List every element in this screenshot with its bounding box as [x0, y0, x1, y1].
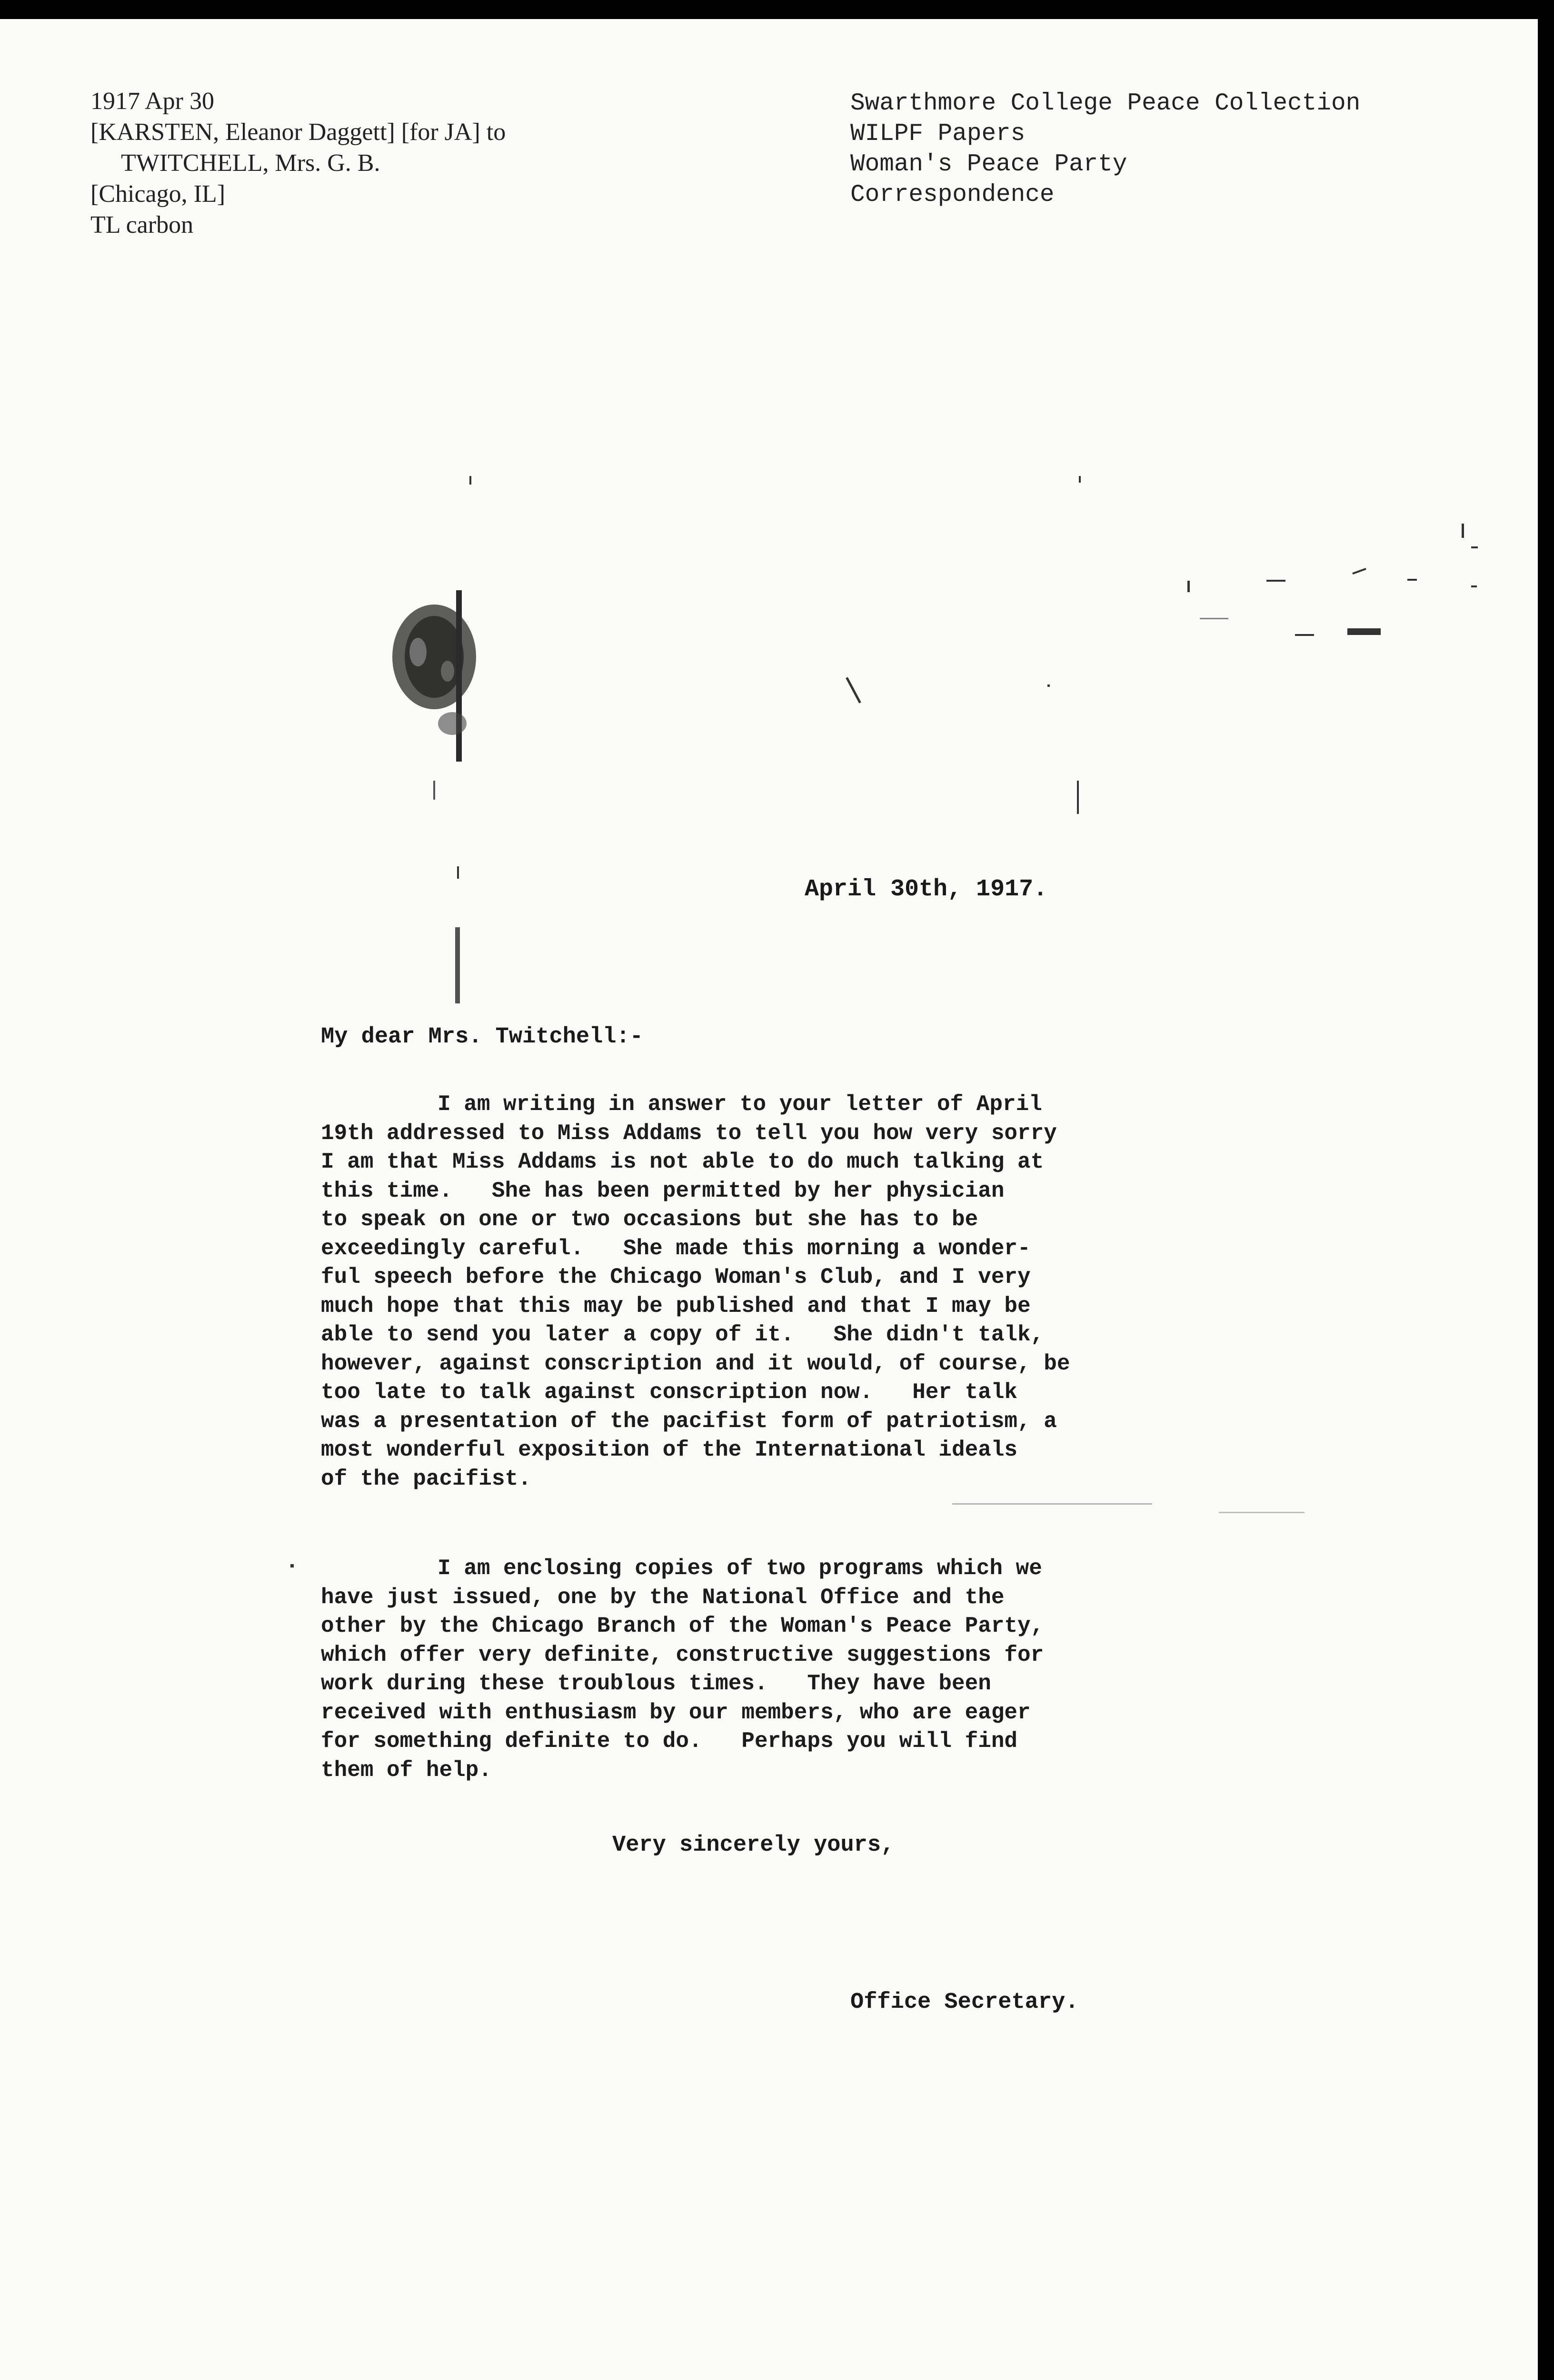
scan-mark	[1471, 585, 1477, 587]
signature-line: Office Secretary.	[850, 1990, 1079, 2015]
paragraph-line: for something definite to do. Perhaps you will find	[321, 1729, 1018, 1754]
paragraph-line: to speak on one or two occasions but she has to be	[321, 1207, 978, 1232]
scan-mark	[1077, 781, 1079, 814]
letter-paragraph-1	[321, 1090, 1070, 1493]
paragraph-line: 19th addressed to Miss Addams to tell you how very sorry	[321, 1121, 1057, 1146]
letterhead-smudge	[381, 581, 490, 819]
paragraph-line: however, against conscription and it would, of course, be	[321, 1351, 1070, 1376]
scan-mark	[457, 866, 459, 879]
paragraph-line: which offer very definite, constructive suggestions for	[321, 1642, 1044, 1667]
catalog-author: [KARSTEN, Eleanor Daggett] [for JA] to	[90, 119, 506, 146]
collection-series: WILPF Papers	[850, 120, 1026, 148]
catalog-format: TL carbon	[90, 211, 194, 238]
paragraph-line: ful speech before the Chicago Woman's Club, and I very	[321, 1265, 1031, 1289]
catalog-place: [Chicago, IL]	[90, 180, 226, 208]
collection-name: Swarthmore College Peace Collection	[850, 90, 1361, 117]
paragraph-line: them of help.	[321, 1757, 492, 1783]
paragraph-line: too late to talk against conscription now. Her talk	[321, 1380, 1018, 1405]
scan-border-right	[1538, 0, 1554, 2380]
scan-mark	[1352, 568, 1366, 575]
catalog-recipient: TWITCHELL, Mrs. G. B.	[121, 149, 380, 177]
paragraph-line: I am that Miss Addams is not able to do much talking at	[321, 1150, 1044, 1174]
scan-mark	[1079, 476, 1081, 483]
scan-mark	[1200, 618, 1228, 619]
paragraph-line: have just issued, one by the National Office and the	[321, 1585, 1005, 1610]
paragraph-line: much hope that this may be published and that I may be	[321, 1293, 1031, 1319]
closing: Very sincerely yours,	[612, 1833, 895, 1858]
paragraph-line: I am enclosing copies of two programs which we	[438, 1556, 1042, 1581]
scan-mark	[1407, 579, 1417, 581]
scan-mark	[1295, 634, 1314, 636]
paragraph-line: was a presentation of the pacifist form of patriotism, a	[321, 1408, 1057, 1434]
scan-mark	[290, 1564, 294, 1567]
scan-mark	[1471, 546, 1478, 548]
scan-mark	[1219, 1512, 1305, 1513]
paragraph-line: work during these troublous times. They have been	[321, 1671, 991, 1696]
scan-mark	[1462, 524, 1464, 538]
document-page	[0, 19, 1538, 2380]
paragraph-line: I am writing in answer to your letter of April	[438, 1092, 1042, 1117]
collection-folder: Correspondence	[850, 181, 1055, 208]
scan-mark	[1347, 628, 1381, 635]
paragraph-line: this time. She has been permitted by her physician	[321, 1178, 1005, 1203]
paragraph-line: other by the Chicago Branch of the Woman's Peace Party,	[321, 1614, 1044, 1638]
salutation: My dear Mrs. Twitchell:-	[321, 1024, 643, 1050]
paragraph-line: most wonderful exposition of the International ideals	[321, 1438, 1018, 1462]
catalog-date: 1917 Apr 30	[90, 88, 214, 115]
paragraph-line: able to send you later a copy of it. She didn't talk,	[321, 1322, 1044, 1347]
catalog-citation	[90, 86, 506, 240]
scan-mark	[952, 1503, 1152, 1505]
scan-mark	[1187, 581, 1190, 592]
letter-date: April 30th, 1917.	[805, 876, 1048, 903]
scan-mark	[1047, 684, 1050, 687]
scan-mark	[846, 677, 861, 703]
scan-mark	[1266, 580, 1285, 582]
paragraph-line: exceedingly careful. She made this morning a wonder-	[321, 1236, 1031, 1261]
collection-subseries: Woman's Peace Party	[850, 151, 1127, 178]
scan-mark	[469, 476, 471, 485]
paragraph-line: of the pacifist.	[321, 1466, 531, 1491]
collection-citation	[850, 89, 1360, 210]
scan-mark	[455, 927, 460, 1003]
paragraph-line: received with enthusiasm by our members, who are eager	[321, 1700, 1031, 1725]
letter-paragraph-2	[321, 1554, 1044, 1785]
